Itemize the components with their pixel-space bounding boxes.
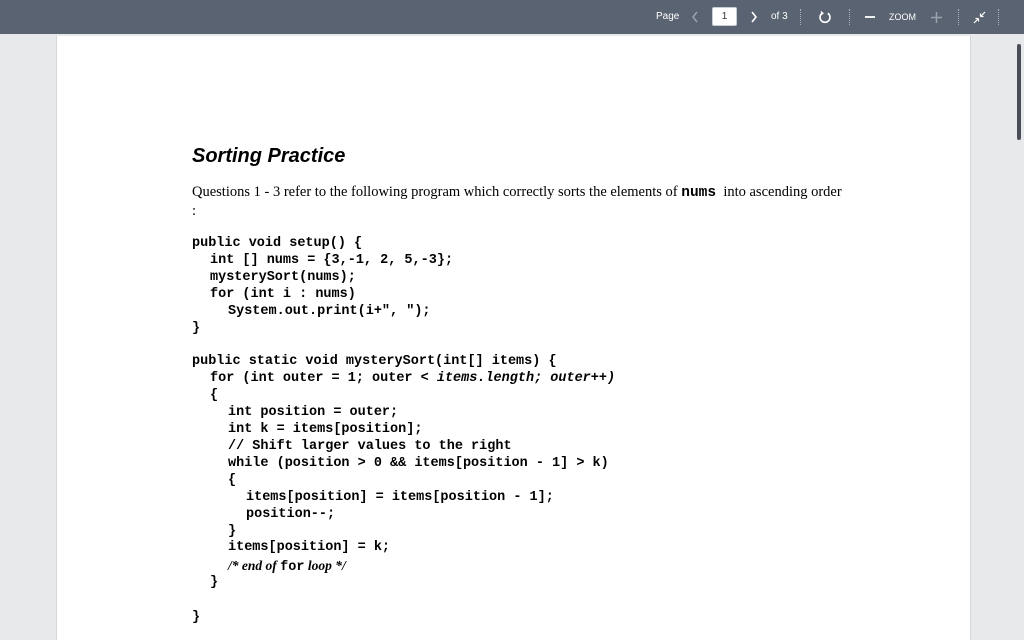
toolbar-divider (958, 9, 959, 25)
page-label: Page (656, 11, 680, 22)
code-line: public void setup() { (192, 236, 363, 251)
code-line: { (228, 473, 237, 488)
intro-suffix: into ascending order : (192, 184, 842, 219)
code-line: } (228, 524, 237, 539)
minus-icon[interactable] (863, 0, 877, 34)
chevron-left-icon[interactable] (689, 0, 701, 34)
page-number-input[interactable] (712, 7, 737, 26)
toolbar-divider (849, 9, 850, 25)
code-segment: ; outer++) (534, 371, 616, 386)
code-line: // Shift larger values to the right (228, 439, 512, 454)
scrollbar-thumb[interactable] (1017, 44, 1021, 140)
code-line: while (position > 0 && items[position - 1] > k) (228, 456, 609, 471)
code-line: } (192, 321, 201, 336)
code-line: int [] nums = {3,-1, 2, 5,-3}; (210, 253, 454, 268)
chevron-right-icon[interactable] (748, 0, 760, 34)
plus-icon[interactable] (929, 0, 943, 34)
intro-paragraph (192, 183, 842, 220)
document-viewport[interactable] (0, 34, 1024, 640)
code-line: System.out.print(i+", "); (228, 304, 431, 319)
code-line: for (int i : nums) (210, 287, 356, 302)
code-line (210, 370, 615, 387)
pdf-toolbar (0, 0, 1024, 34)
code-line: position--; (246, 507, 336, 522)
code-line: int k = items[position]; (228, 422, 423, 437)
page-title: Sorting Practice (192, 145, 346, 167)
rotate-icon[interactable] (816, 0, 834, 34)
zoom-label: ZOOM (889, 12, 916, 22)
total-pages: of 3 (771, 11, 788, 22)
collapse-arrows-icon[interactable] (971, 0, 987, 34)
toolbar-divider (800, 9, 801, 25)
pdf-page (56, 36, 971, 640)
code-line: int position = outer; (228, 405, 399, 420)
code-segment: for (280, 560, 305, 575)
code-line: items[position] = k; (228, 540, 391, 555)
code-segment: loop */ (304, 558, 346, 573)
toolbar-divider (998, 9, 999, 25)
code-line: { (210, 388, 219, 403)
code-segment: items.length (436, 371, 535, 386)
code-line: } (210, 575, 219, 590)
code-line (228, 557, 346, 574)
code-line: public static void mysterySort(int[] items) { (192, 354, 557, 369)
intro-code: nums (681, 185, 717, 201)
code-segment: for (int outer = 1; outer < (210, 371, 437, 386)
intro-prefix: Questions 1 - 3 refer to the following program which correctly sorts the elements of (192, 184, 678, 200)
code-segment: /* end of (228, 558, 281, 573)
code-line: } (192, 610, 201, 625)
code-line: items[position] = items[position - 1]; (246, 490, 554, 505)
code-line: mysterySort(nums); (210, 270, 356, 285)
